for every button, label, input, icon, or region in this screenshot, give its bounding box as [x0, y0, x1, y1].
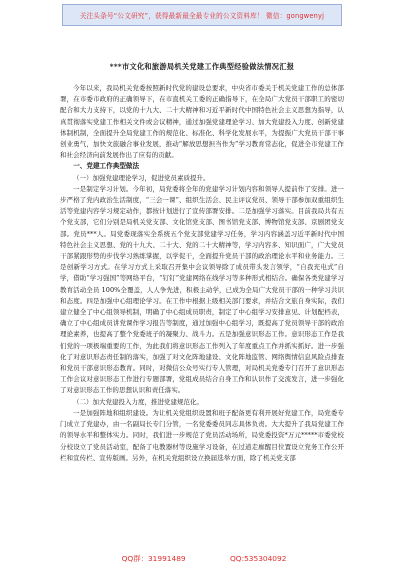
section-heading: 一、党建工作典型做法: [73, 162, 140, 171]
subsection-heading-2: （二）加大党建投入力度，推进党建规范化。: [73, 397, 203, 406]
footer-contact: [0, 553, 408, 564]
body-paragraph-2: 一是加强阵地和组织建设。为让机关党组织设置和班子配备更有利开展好党建工作，局党委专门成立了党建办，由一名副局长专门分管，一名党委委员同志具体负责。大大提升了我局党建工作的领导水平和整体实力。同时，我们进一步规范了党员活动场所，局党委投资*万元*****市委党校分校设立了党员活动室，配备了电教器材等设施学习设备，在过道走廊醒目位置设立党务工作公开栏和宣传栏、宣传版画。另外，在机关党组织设立换届选举方面，除了机关党支部: [60, 408, 344, 462]
footer-qq-group: QQ群：31991489: [121, 554, 186, 563]
top-banner: 关注头条号“公文研究”，获得最新最全最专业的公文资料库！ 微信：gongwenyj: [62, 4, 342, 26]
document-title: ***市文化和旅游局机关党建工作典型经验做法情况汇报: [109, 62, 295, 71]
intro-paragraph: 今年以来，我局机关党委按照新时代党的建设总要求，中央省市委关于机关党建工作的总体部署，在市委市政府的正确领导下，在市直机关工委的正确指导下，在全局广大党员干部职工的密切配合和大力支持下，以党的十九大、二十大精神和习近平新时代中国特色社会主义思想为指导，认真贯彻落实党建工作相关文件或会议精神，通过加强党建理论学习、加大党建投入力度、创新党建体制机制，全面提升全局党建工作的规范化、标准化、科学化发展水平，为提振广大党员干部干事创业勇气，加快文旅融合事业发展，推动“解放思想担当作为”学习教育常态化，促进全市党建工作和社会经济向前发展作出了应有的贡献。: [60, 84, 344, 160]
body-paragraph-1: 一是制定学习计划。今年初，局党委将全年的党建学习计划内容和领导人提前作了安排。进一步严格了党内政治生活制度，“三会一课”、组织生活会、民主评议党员、领导干部参加双重组织生活等党建内容学习规定动作，都按计划进行了宣传部署安排。二是加强学习落实。目前我局共有五个党支部，它们分别是局机关党支部、文化馆党支部、图书馆党支部、博物馆党支部、京剧团党支部。党员***人。局党委现落实全系统五个党支部党建学习任务，学习内容涵盖习近平新时代中国特色社会主义思想、党的十九大、二十大、党的二十大精神等，学习内容多、知识面广，广大党员干部紧跟形势的步伐学习熟练掌握，以学促干，全面提升党员干部的政治理论水平和业务能力。三是创新学习方式。在学习方式上采取召开集中会议领导除了成员带头发言领学，“自我充电式”自学，借助“学习强国”等网络平台，“钉钉”党建网络在线学习等多种形式相结合。确保各类党建学习教育活动全员 100%全覆盖，人人争先进，积极主动学，已成为全局广大党员干部的一种学习共识和态度。四是加强中心组理论学习。在工作中根据上级相关部门要求，并结合文旅自身实际，我们建立健全了中心组领导机制，明确了中心组成员职责，制定了中心组学习安排意见、计划配档表，确立了中心组成员讲党课作学习报告等制度，通过加强中心组学习，既提高了党员领导干部的政治理论素养，也提高了整个党委班子的凝聚力、战斗力。五是加强意识形态工作。意识形态工作是我们党的一项极端重要的工作，为此我们将意识形态工作列入了年度重点工作并抓实抓好。进一步强化了对意识形态责任制的落实，加强了对文化阵地建设、文化阵地监管、网络舆情信息风险点排查和党员干部意识形态教育。同时，对微信公众号实行专人管理，对局机关党委专门召开了意识形态工作会议对意识形态工作进行专题部署，党组成员结合自身工作和认识作了交流发言，进一步强化了对意识形态工作的思想认识和责任落实。: [60, 184, 344, 395]
document-page: [60, 62, 344, 464]
footer-qq: QQ:535304092: [229, 554, 287, 563]
subsection-heading-1: （一）加强党建理论学习，促进党员素质提升。: [73, 173, 210, 182]
